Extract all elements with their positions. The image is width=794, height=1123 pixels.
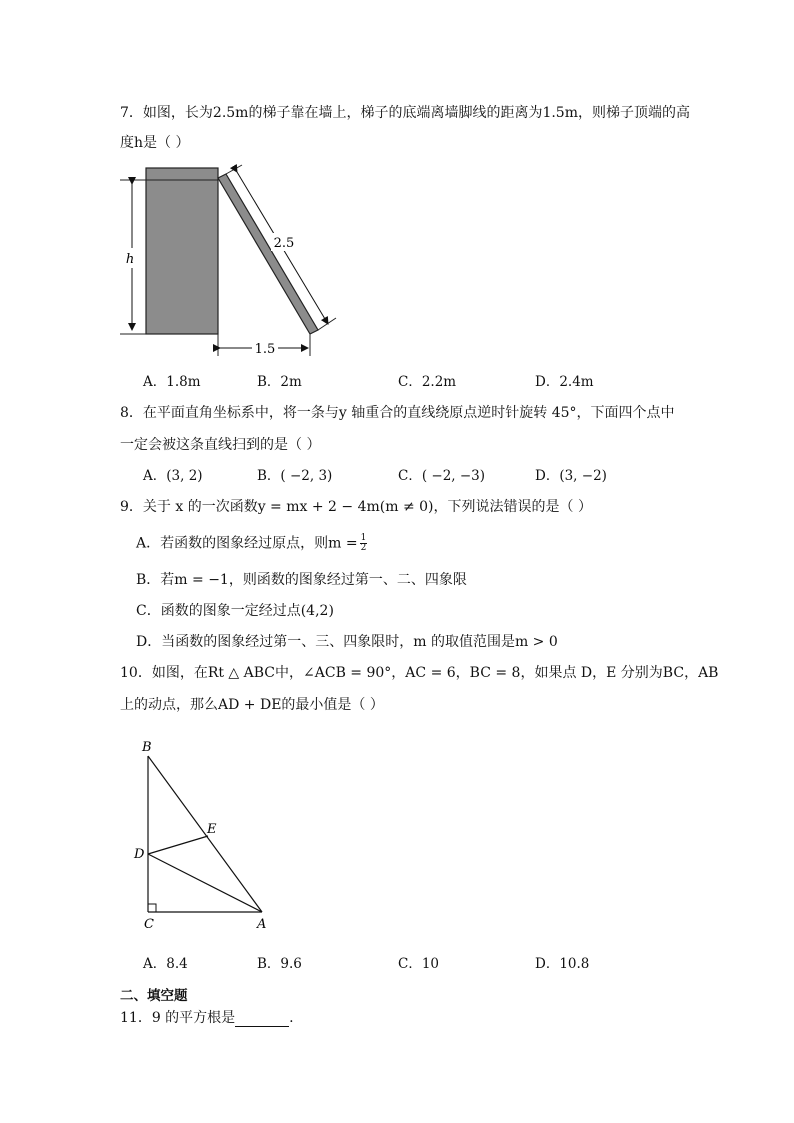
h-label: h — [125, 252, 135, 267]
label-b: B — [142, 740, 152, 755]
label-c: C — [144, 917, 154, 932]
q8-option-c[interactable]: C．( −2, −3) — [398, 468, 486, 484]
segment-de — [148, 836, 208, 854]
ladder — [218, 174, 318, 334]
q8-option-b[interactable]: B．( −2, 3) — [257, 468, 333, 484]
right-angle-mark — [148, 904, 156, 912]
q7-stem-line1: 7．如图，长为2.5m的梯子靠在墙上，梯子的底端离墙脚线的距离为1.5m，则梯子顶端的高 — [120, 105, 690, 121]
q11-answer-blank[interactable] — [235, 1012, 289, 1027]
label-d: D — [134, 847, 145, 862]
q7-option-d[interactable]: D．2.4m — [535, 374, 594, 390]
ladder-length-label: 2.5 — [273, 236, 295, 251]
q9-option-b[interactable]: B．若m = −1，则函数的图象经过第一、二、四象限 — [136, 572, 467, 588]
label-e: E — [207, 822, 217, 837]
q10-triangle-figure — [136, 734, 276, 934]
q7-option-b[interactable]: B．2m — [257, 374, 302, 390]
base-length-label: 1.5 — [254, 342, 276, 357]
q9-option-a-text: A．若函数的图象经过原点，则m = — [136, 535, 358, 552]
q10-option-c[interactable]: C．10 — [398, 956, 440, 972]
q7-ladder-figure — [116, 160, 346, 360]
q9-option-c[interactable]: C．函数的图象一定经过点(4,2) — [136, 603, 334, 619]
q7-option-c[interactable]: C．2.2m — [398, 374, 457, 390]
q8-stem-line1: 8．在平面直角坐标系中，将一条与y 轴重合的直线绕原点逆时针旋转 45°，下面四个点中 — [120, 405, 675, 421]
fraction-denominator: 2 — [360, 543, 367, 553]
q10-stem-line2: 上的动点，那么AD + DE的最小值是（ ） — [120, 697, 384, 713]
q10-option-a[interactable]: A．8.4 — [143, 956, 188, 972]
side-ab — [148, 756, 262, 912]
q8-option-a[interactable]: A．(3, 2) — [143, 468, 203, 484]
q9-stem: 9．关于 x 的一次函数y = mx + 2 − 4m(m ≠ 0)，下列说法错误的是（ ） — [120, 499, 592, 515]
wall — [146, 168, 218, 334]
fraction-one-half — [360, 534, 368, 553]
fraction-numerator: 1 — [360, 533, 367, 543]
q10-stem-line1: 10．如图，在Rt △ ABC中，∠ACB = 90°，AC = 6，BC = 8，如果点 D，E 分别为BC，AB — [120, 665, 719, 681]
q8-stem-line2: 一定会被这条直线扫到的是（ ） — [120, 437, 321, 453]
q8-option-d[interactable]: D．(3, −2) — [535, 468, 607, 484]
segment-da — [148, 854, 262, 912]
label-a: A — [257, 917, 267, 932]
section-heading-fill-in: 二、填空题 — [120, 988, 188, 1004]
q9-option-a[interactable] — [136, 534, 367, 553]
q11-period: . — [289, 1010, 294, 1026]
q11-text: 11．9 的平方根是 — [120, 1010, 236, 1026]
q7-stem-line2: 度h是（ ） — [120, 135, 190, 151]
q11-stem — [120, 1009, 294, 1027]
q10-option-b[interactable]: B．9.6 — [257, 956, 302, 972]
q7-option-a[interactable]: A．1.8m — [143, 374, 201, 390]
q9-option-d[interactable]: D．当函数的图象经过第一、三、四象限时，m 的取值范围是m > 0 — [136, 634, 558, 650]
q10-option-d[interactable]: D．10.8 — [535, 956, 590, 972]
